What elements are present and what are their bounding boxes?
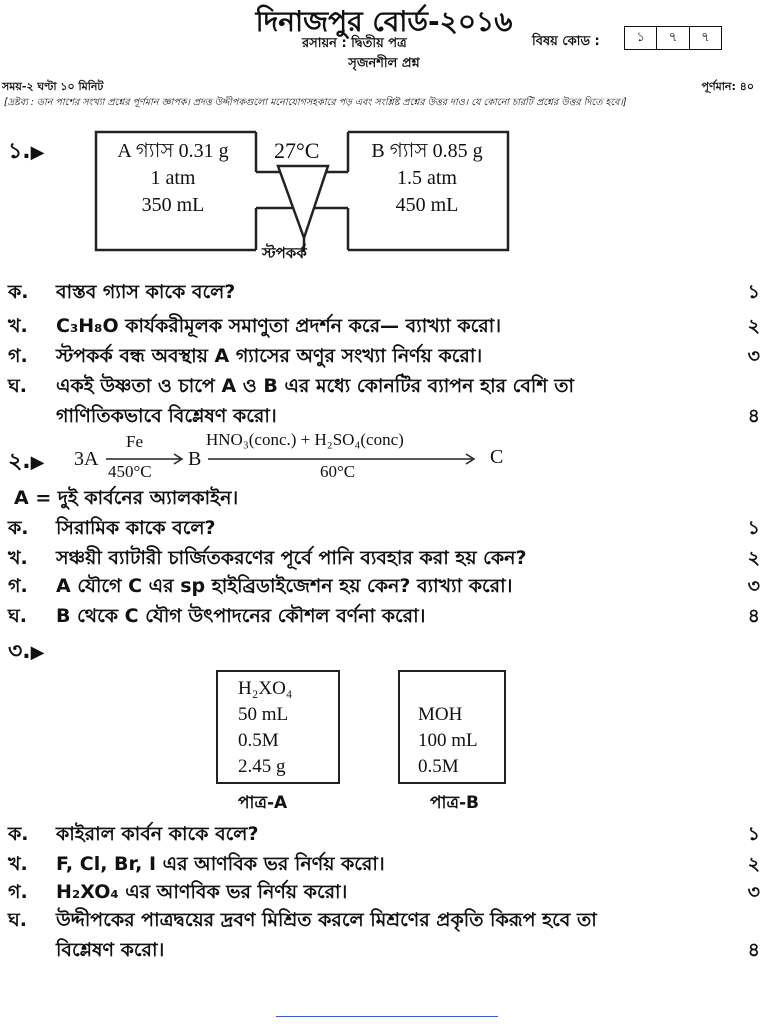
code-digit: ৭ <box>701 30 710 45</box>
item-mark: ২ <box>747 853 760 875</box>
item-label: ক. <box>8 517 29 539</box>
play-arrow-icon: ▶ <box>30 142 45 163</box>
gas-b-pressure: 1.5 atm <box>397 167 457 189</box>
question-item <box>8 820 760 852</box>
item-mark <box>730 372 760 404</box>
item-text: F, Cl, Br, I এর আণবিক ভর নির্ণয় করো। <box>56 853 385 875</box>
item-mark <box>730 906 760 938</box>
question-item <box>8 514 760 546</box>
item-label: গ. <box>8 881 28 903</box>
product-c: C <box>490 446 504 468</box>
item-text: বিশ্লেষণ করো। <box>56 939 165 961</box>
question-item <box>8 906 760 938</box>
temperature-label: 27°C <box>274 138 320 163</box>
gas-a-volume: 350 mL <box>141 194 205 216</box>
question-item <box>8 572 760 604</box>
instruction-note: [দ্রষ্টব্য : ডান পাশের সংখ্যা প্রশ্নের পূর্ণমান জ্ঞাপক। প্রদত্ত উদ্দীপকগুলো মনোযোগসহকারে পড় এবং সংশ্লিষ্ট প্রশ্নের উত্তর দাও। যে কোনো চারটি প্রশ্নের উত্তর দিতে হবে।] <box>4 97 627 108</box>
item-label: ক. <box>8 823 29 845</box>
gas-a-mass: A গ্যাস 0.31 g <box>117 140 229 162</box>
question-item <box>8 312 760 344</box>
play-arrow-icon: ▶ <box>30 642 45 663</box>
item-mark: ৪ <box>747 939 760 961</box>
question-number-text: ১. <box>8 139 31 164</box>
vessel-b-volume: 100 mL <box>418 730 478 751</box>
item-mark: ২ <box>747 547 760 569</box>
question-item <box>8 936 760 968</box>
vessel-a-mass: 2.45 g <box>238 756 286 777</box>
item-label: ক. <box>8 281 29 303</box>
item-text: বাস্তব গ্যাস কাকে বলে? <box>56 281 236 303</box>
item-text: গাণিতিকভাবে বিশ্লেষণ করো। <box>56 405 277 427</box>
code-digit: ৭ <box>657 27 689 49</box>
item-text: সঞ্চয়ী ব্যাটারী চার্জিতকরণের পূর্বে পানি ব্যবহার করা হয় কেন? <box>56 547 527 569</box>
item-mark: ৩ <box>747 881 760 903</box>
item-mark: ১ <box>747 281 760 303</box>
item-text: A যৌগে C এর sp হাইব্রিডাইজেশন হয় কেন? ব্যাখ্যা করো। <box>56 575 513 597</box>
item-text: স্টপকর্ক বন্ধ অবস্থায় A গ্যাসের অণুর সংখ্যা নির্ণয় করো। <box>56 345 483 367</box>
item-mark: ১ <box>747 517 760 539</box>
question-number <box>8 134 44 171</box>
question-type: সৃজনশীল প্রশ্ন <box>348 56 420 71</box>
item-mark: ৩ <box>747 575 760 597</box>
gas-b-info <box>352 138 502 219</box>
question-item <box>8 342 760 374</box>
vessel-a-volume: 50 mL <box>238 704 289 725</box>
footer-divider <box>276 1016 498 1017</box>
question-item <box>8 602 760 634</box>
item-text: C₃H₈O কার্যকরীমূলক সমাণুতা প্রদর্শন করে— ব্যাখ্যা করো। <box>56 315 502 337</box>
vessel-b <box>398 670 506 784</box>
question-item <box>8 372 760 404</box>
item-label: গ. <box>8 345 28 367</box>
subject-code-label: বিষয় কোড : <box>532 34 600 49</box>
vessel-b-label: পাত্র-B <box>430 793 479 813</box>
intermediate-b: B <box>188 448 202 470</box>
play-arrow-icon: ▶ <box>30 452 45 473</box>
item-mark: ২ <box>747 315 760 337</box>
gas-a-pressure: 1 atm <box>150 167 196 189</box>
code-digit: ১ <box>625 27 657 49</box>
page-title: দিনাজপুর বোর্ড-২০১৬ <box>255 5 513 38</box>
vessel-a-compound: H₂XO₄ <box>238 678 293 699</box>
question-number <box>8 634 45 671</box>
stopcock-valve-icon <box>278 166 328 238</box>
item-label: ঘ. <box>8 605 27 627</box>
item-mark: ৩ <box>747 345 760 367</box>
condition-temp-2: 60°C <box>320 462 356 481</box>
reactant-a: 3A <box>74 448 99 470</box>
item-mark: ১ <box>747 823 760 845</box>
vessel-a-concentration: 0.5M <box>238 730 279 751</box>
item-text: একই উষ্ণতা ও চাপে A ও B এর মধ্যে কোনটির ব্যাপন হার বেশি তা <box>56 375 574 397</box>
gas-b-volume: 450 mL <box>395 194 459 216</box>
condition-temp-1: 450°C <box>108 462 152 481</box>
vessel-a <box>216 670 340 784</box>
subject-code-box <box>624 26 722 50</box>
item-label <box>8 936 56 968</box>
question-number-text: ২. <box>8 449 31 474</box>
catalyst-fe: Fe <box>126 432 143 451</box>
question-number <box>8 444 45 481</box>
item-label: খ. <box>8 547 28 569</box>
given-info: A = দুই কার্বনের অ্যালকাইন। <box>14 487 239 509</box>
item-mark: ৪ <box>747 405 760 427</box>
item-text: B থেকে C যৌগ উৎপাদনের কৌশল বর্ণনা করো। <box>56 605 426 627</box>
item-mark: ৪ <box>747 605 760 627</box>
exam-time: সময়-২ ঘণ্টা ১০ মিনিট <box>2 80 104 93</box>
vessel-b-compound: MOH <box>418 704 463 725</box>
full-marks: পূর্ণমান: ৪০ <box>701 80 754 93</box>
item-label: গ. <box>8 575 28 597</box>
stopcock-label: স্টপকর্ক <box>262 244 307 262</box>
item-label <box>8 402 56 434</box>
question-number-text: ৩. <box>8 639 31 664</box>
item-text: সিরামিক কাকে বলে? <box>56 517 216 539</box>
subject-name: রসায়ন : দ্বিতীয় পত্র <box>302 36 407 51</box>
reagent-acids: HNO₃(conc.) + H₂SO₄(conc) <box>206 430 404 449</box>
item-text: H₂XO₄ এর আণবিক ভর নির্ণয় করো। <box>56 881 348 903</box>
item-text: উদ্দীপকের পাত্রদ্বয়ের দ্রবণ মিশ্রিত করলে মিশ্রণের প্রকৃতি কিরূপ হবে তা <box>56 909 597 931</box>
item-text: কাইরাল কার্বন কাকে বলে? <box>56 823 259 845</box>
vessel-b-concentration: 0.5M <box>418 756 459 777</box>
gas-b-mass: B গ্যাস 0.85 g <box>371 140 483 162</box>
item-label: ঘ. <box>8 375 27 397</box>
item-label: খ. <box>8 853 28 875</box>
gas-a-info <box>98 138 248 219</box>
item-label: খ. <box>8 315 28 337</box>
vessel-a-label: পাত্র-A <box>238 793 288 813</box>
question-item <box>8 278 760 310</box>
item-label: ঘ. <box>8 909 27 931</box>
